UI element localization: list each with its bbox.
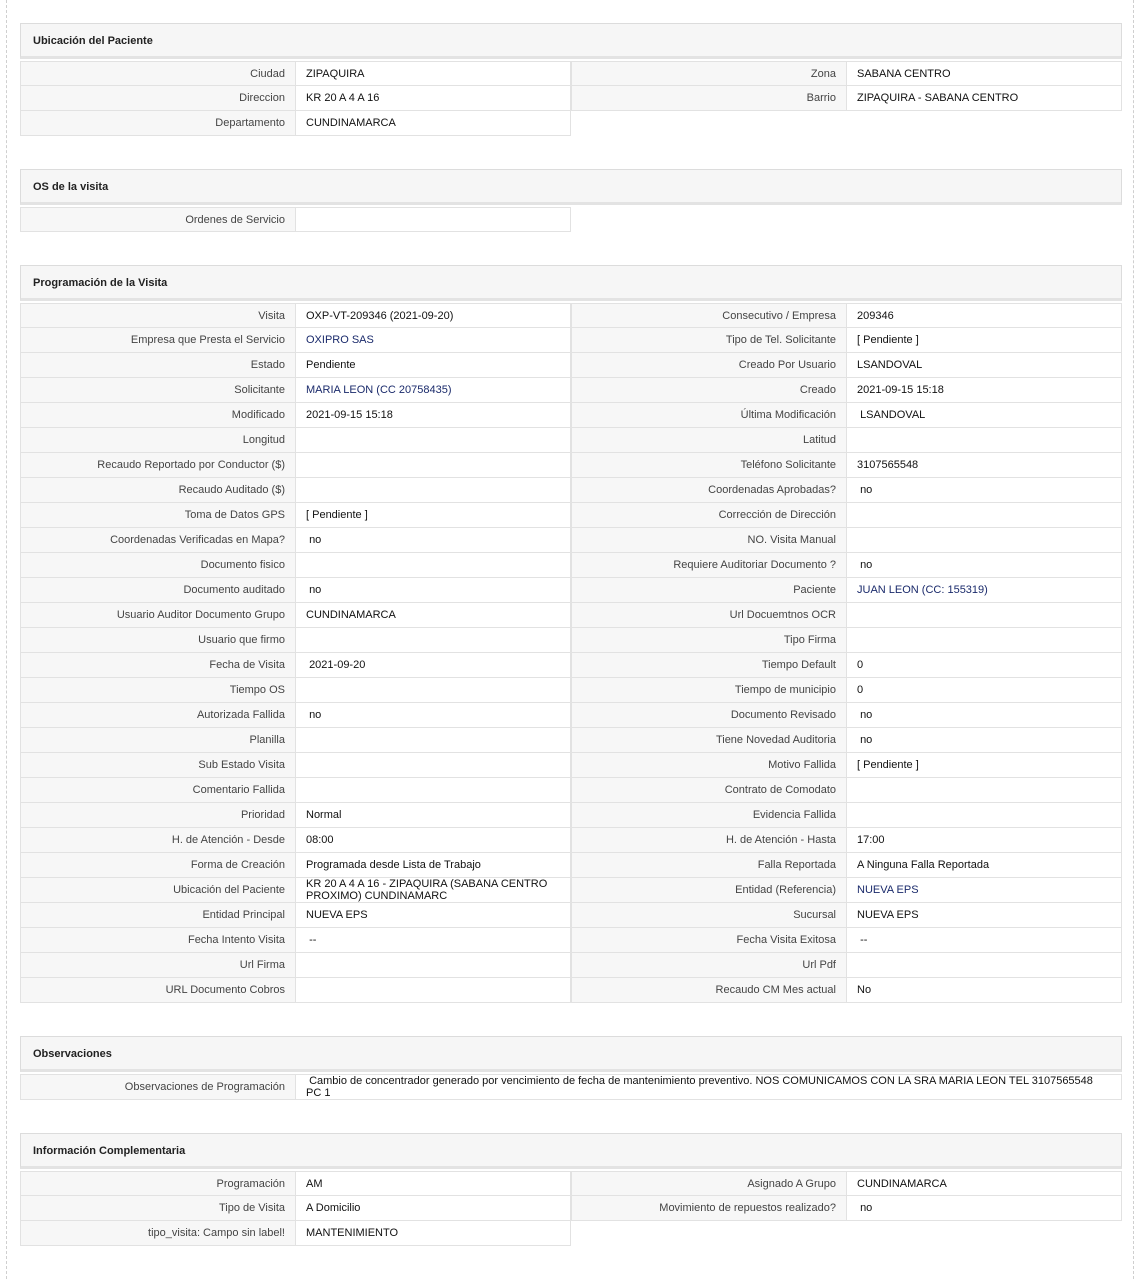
field-label: Falla Reportada	[571, 853, 846, 878]
field-label: Corrección de Dirección	[571, 503, 846, 528]
field-value: 2021-09-15 15:18	[295, 403, 571, 428]
field-label: Latitud	[571, 428, 846, 453]
field-value: 209346	[846, 303, 1122, 328]
field-value: 2021-09-20	[295, 653, 571, 678]
field-value	[295, 753, 571, 778]
field-row-ultima-modificacion	[571, 403, 1122, 428]
field-row-asignado-a-grupo	[571, 1171, 1122, 1196]
field-row-programacion	[20, 1171, 571, 1196]
field-value	[295, 978, 571, 1003]
field-label: Departamento	[20, 111, 295, 136]
field-value	[295, 953, 571, 978]
field-row-entidad-principal	[20, 903, 571, 928]
field-label: Tipo Firma	[571, 628, 846, 653]
field-row-correccion-de-direccion	[571, 503, 1122, 528]
field-label: Teléfono Solicitante	[571, 453, 846, 478]
field-row-tipo-de-tel-solicitante	[571, 328, 1122, 353]
field-value: OXP-VT-209346 (2021-09-20)	[295, 303, 571, 328]
field-row-estado	[20, 353, 571, 378]
field-value	[846, 603, 1122, 628]
field-label: Url Firma	[20, 953, 295, 978]
field-row-toma-de-datos-gps	[20, 503, 571, 528]
field-value: no	[295, 578, 571, 603]
field-label: Requiere Auditoriar Documento ?	[571, 553, 846, 578]
field-grid	[20, 61, 1122, 136]
field-label: Estado	[20, 353, 295, 378]
field-value-link[interactable]: NUEVA EPS	[846, 878, 1122, 903]
field-value: no	[846, 478, 1122, 503]
field-label: Planilla	[20, 728, 295, 753]
section-observaciones	[20, 1036, 1122, 1100]
field-row-latitud	[571, 428, 1122, 453]
section-informacion-complementaria	[20, 1133, 1122, 1246]
field-row-modificado	[20, 403, 571, 428]
field-row-tiempo-os	[20, 678, 571, 703]
field-row-ordenes-de-servicio	[20, 207, 571, 232]
field-value: no	[846, 728, 1122, 753]
field-row-departamento	[20, 111, 571, 136]
field-row-documento-revisado	[571, 703, 1122, 728]
right-dashed-border	[1133, 0, 1134, 1279]
field-row-tipo-visita-campo-sin-label	[20, 1221, 571, 1246]
field-value: no	[846, 703, 1122, 728]
field-row-fecha-intento-visita	[20, 928, 571, 953]
field-row-usuario-que-firmo	[20, 628, 571, 653]
section-programacion-de-la-visita	[20, 265, 1122, 1003]
field-label: Tiempo Default	[571, 653, 846, 678]
field-label: Paciente	[571, 578, 846, 603]
field-value: MANTENIMIENTO	[295, 1221, 571, 1246]
field-label: Visita	[20, 303, 295, 328]
field-label: Usuario que firmo	[20, 628, 295, 653]
field-row-comentario-fallida	[20, 778, 571, 803]
field-row-consecutivo-empresa	[571, 303, 1122, 328]
field-value: KR 20 A 4 A 16	[295, 86, 571, 111]
field-label: Entidad Principal	[20, 903, 295, 928]
section-ubicacion-del-paciente	[20, 23, 1122, 136]
field-label: Solicitante	[20, 378, 295, 403]
field-value: 17:00	[846, 828, 1122, 853]
field-value: LSANDOVAL	[846, 353, 1122, 378]
field-row-movimiento-de-repuestos-realizado	[571, 1196, 1122, 1221]
field-value: no	[295, 703, 571, 728]
field-value	[295, 628, 571, 653]
field-label: Toma de Datos GPS	[20, 503, 295, 528]
field-label: Asignado A Grupo	[571, 1171, 846, 1196]
field-row-prioridad	[20, 803, 571, 828]
field-row-sucursal	[571, 903, 1122, 928]
field-value: A Domicilio	[295, 1196, 571, 1221]
field-label: Longitud	[20, 428, 295, 453]
field-value	[846, 803, 1122, 828]
field-label: Motivo Fallida	[571, 753, 846, 778]
field-label: Tipo de Visita	[20, 1196, 295, 1221]
field-label: H. de Atención - Desde	[20, 828, 295, 853]
field-label: Fecha Visita Exitosa	[571, 928, 846, 953]
field-label: Sub Estado Visita	[20, 753, 295, 778]
field-value	[295, 478, 571, 503]
field-row-url-pdf	[571, 953, 1122, 978]
field-row-falla-reportada	[571, 853, 1122, 878]
field-label: Evidencia Fallida	[571, 803, 846, 828]
field-row-coordenadas-verificadas-en-mapa	[20, 528, 571, 553]
field-value: [ Pendiente ]	[846, 753, 1122, 778]
field-value	[295, 778, 571, 803]
field-label: Recaudo Reportado por Conductor ($)	[20, 453, 295, 478]
field-row-tiempo-de-municipio	[571, 678, 1122, 703]
field-value: Cambio de concentrador generado por vencimiento de fecha de mantenimiento preventivo. NOS COMUNICAMOS CON LA SRA MARIA LEON TEL 3107565548 PC 1	[295, 1074, 1122, 1100]
field-value: 2021-09-15 15:18	[846, 378, 1122, 403]
field-label: Creado Por Usuario	[571, 353, 846, 378]
field-value: CUNDINAMARCA	[846, 1171, 1122, 1196]
field-row-planilla	[20, 728, 571, 753]
visit-detail-panel	[20, 23, 1122, 1279]
field-value: NUEVA EPS	[295, 903, 571, 928]
field-row-tiene-novedad-auditoria	[571, 728, 1122, 753]
field-label: Tiene Novedad Auditoria	[571, 728, 846, 753]
field-label: Recaudo Auditado ($)	[20, 478, 295, 503]
section-title: OS de la visita	[20, 169, 1122, 205]
field-label: Forma de Creación	[20, 853, 295, 878]
field-row-url-firma	[20, 953, 571, 978]
field-label: Sucursal	[571, 903, 846, 928]
field-row-documento-fisico	[20, 553, 571, 578]
field-row-recaudo-auditado	[20, 478, 571, 503]
field-value: Normal	[295, 803, 571, 828]
field-value: no	[295, 528, 571, 553]
field-label: Tiempo OS	[20, 678, 295, 703]
field-row-solicitante	[20, 378, 571, 403]
section-title: Información Complementaria	[20, 1133, 1122, 1169]
field-row-fecha-visita-exitosa	[571, 928, 1122, 953]
field-value-link[interactable]: JUAN LEON (CC: 155319)	[846, 578, 1122, 603]
field-value: --	[846, 928, 1122, 953]
field-label: Prioridad	[20, 803, 295, 828]
field-row-longitud	[20, 428, 571, 453]
field-row-autorizada-fallida	[20, 703, 571, 728]
field-value: KR 20 A 4 A 16 - ZIPAQUIRA (SABANA CENTRO PROXIMO) CUNDINAMARC	[295, 878, 571, 903]
field-grid	[20, 1074, 1122, 1100]
field-label: Comentario Fallida	[20, 778, 295, 803]
field-value	[846, 528, 1122, 553]
field-label: NO. Visita Manual	[571, 528, 846, 553]
field-label: Última Modificación	[571, 403, 846, 428]
field-value: [ Pendiente ]	[295, 503, 571, 528]
left-dashed-border	[6, 0, 7, 1279]
field-value	[846, 628, 1122, 653]
field-row-requiere-auditoriar-documento	[571, 553, 1122, 578]
field-row-zona	[571, 61, 1122, 86]
section-title: Ubicación del Paciente	[20, 23, 1122, 59]
field-row-tipo-de-visita	[20, 1196, 571, 1221]
field-label: Observaciones de Programación	[20, 1074, 295, 1100]
field-value	[846, 778, 1122, 803]
field-row-creado-por-usuario	[571, 353, 1122, 378]
field-row-url-docuemtnos-ocr	[571, 603, 1122, 628]
field-value	[295, 207, 571, 232]
field-label: Fecha de Visita	[20, 653, 295, 678]
field-value	[295, 728, 571, 753]
field-label: Barrio	[571, 86, 846, 111]
field-row-no-visita-manual	[571, 528, 1122, 553]
field-label: Documento fisico	[20, 553, 295, 578]
field-row-telefono-solicitante	[571, 453, 1122, 478]
field-label: Url Pdf	[571, 953, 846, 978]
field-row-recaudo-reportado-por-conductor	[20, 453, 571, 478]
field-label: Ubicación del Paciente	[20, 878, 295, 903]
field-row-observaciones-de-programacion	[20, 1074, 1122, 1100]
field-label: Consecutivo / Empresa	[571, 303, 846, 328]
field-label: Fecha Intento Visita	[20, 928, 295, 953]
field-row-url-documento-cobros	[20, 978, 571, 1003]
field-row-empresa-que-presta-el-servicio	[20, 328, 571, 353]
section-title: Observaciones	[20, 1036, 1122, 1072]
field-row-ubicacion-del-paciente	[20, 878, 571, 903]
field-value	[295, 453, 571, 478]
field-label: H. de Atención - Hasta	[571, 828, 846, 853]
field-value: LSANDOVAL	[846, 403, 1122, 428]
field-label: Tipo de Tel. Solicitante	[571, 328, 846, 353]
field-value: no	[846, 1196, 1122, 1221]
field-row-evidencia-fallida	[571, 803, 1122, 828]
field-value: Pendiente	[295, 353, 571, 378]
field-label: tipo_visita: Campo sin label!	[20, 1221, 295, 1246]
field-label: Coordenadas Verificadas en Mapa?	[20, 528, 295, 553]
section-title: Programación de la Visita	[20, 265, 1122, 301]
field-label: Movimiento de repuestos realizado?	[571, 1196, 846, 1221]
field-row-coordenadas-aprobadas	[571, 478, 1122, 503]
field-label: URL Documento Cobros	[20, 978, 295, 1003]
field-value	[846, 953, 1122, 978]
field-label: Url Docuemtnos OCR	[571, 603, 846, 628]
field-label: Autorizada Fallida	[20, 703, 295, 728]
field-row-h-de-atencion-desde	[20, 828, 571, 853]
field-value-link[interactable]: OXIPRO SAS	[295, 328, 571, 353]
field-label: Modificado	[20, 403, 295, 428]
field-value: AM	[295, 1171, 571, 1196]
field-label: Ordenes de Servicio	[20, 207, 295, 232]
field-label: Zona	[571, 61, 846, 86]
field-value: 3107565548	[846, 453, 1122, 478]
field-row-motivo-fallida	[571, 753, 1122, 778]
field-value: Programada desde Lista de Trabajo	[295, 853, 571, 878]
field-value: NUEVA EPS	[846, 903, 1122, 928]
field-value: CUNDINAMARCA	[295, 111, 571, 136]
field-row-creado	[571, 378, 1122, 403]
field-label: Documento Revisado	[571, 703, 846, 728]
field-value: CUNDINAMARCA	[295, 603, 571, 628]
field-value	[295, 553, 571, 578]
field-row-h-de-atencion-hasta	[571, 828, 1122, 853]
field-value: 0	[846, 678, 1122, 703]
field-row-usuario-auditor-documento-grupo	[20, 603, 571, 628]
field-label: Empresa que Presta el Servicio	[20, 328, 295, 353]
field-label: Recaudo CM Mes actual	[571, 978, 846, 1003]
field-value: --	[295, 928, 571, 953]
field-value: No	[846, 978, 1122, 1003]
field-value: ZIPAQUIRA - SABANA CENTRO	[846, 86, 1122, 111]
field-row-documento-auditado	[20, 578, 571, 603]
field-value	[846, 503, 1122, 528]
field-row-entidad-referencia	[571, 878, 1122, 903]
field-row-tiempo-default	[571, 653, 1122, 678]
field-value: 0	[846, 653, 1122, 678]
field-grid	[20, 207, 1122, 232]
field-label: Tiempo de municipio	[571, 678, 846, 703]
field-label: Coordenadas Aprobadas?	[571, 478, 846, 503]
field-row-recaudo-cm-mes-actual	[571, 978, 1122, 1003]
field-value-link[interactable]: MARIA LEON (CC 20758435)	[295, 378, 571, 403]
field-value: 08:00	[295, 828, 571, 853]
field-value: A Ninguna Falla Reportada	[846, 853, 1122, 878]
field-label: Contrato de Comodato	[571, 778, 846, 803]
field-row-tipo-firma	[571, 628, 1122, 653]
field-row-contrato-de-comodato	[571, 778, 1122, 803]
field-row-paciente	[571, 578, 1122, 603]
field-value: SABANA CENTRO	[846, 61, 1122, 86]
field-label: Direccion	[20, 86, 295, 111]
field-value: ZIPAQUIRA	[295, 61, 571, 86]
field-value	[295, 428, 571, 453]
field-row-sub-estado-visita	[20, 753, 571, 778]
field-grid	[20, 303, 1122, 1003]
field-value	[295, 678, 571, 703]
field-row-forma-de-creacion	[20, 853, 571, 878]
field-row-fecha-de-visita	[20, 653, 571, 678]
field-row-direccion	[20, 86, 571, 111]
field-row-barrio	[571, 86, 1122, 111]
field-value	[846, 428, 1122, 453]
field-label: Programación	[20, 1171, 295, 1196]
field-label: Usuario Auditor Documento Grupo	[20, 603, 295, 628]
field-row-ciudad	[20, 61, 571, 86]
field-value: [ Pendiente ]	[846, 328, 1122, 353]
field-value: no	[846, 553, 1122, 578]
field-label: Entidad (Referencia)	[571, 878, 846, 903]
field-label: Ciudad	[20, 61, 295, 86]
field-row-visita	[20, 303, 571, 328]
field-label: Creado	[571, 378, 846, 403]
field-label: Documento auditado	[20, 578, 295, 603]
field-grid	[20, 1171, 1122, 1246]
section-os-de-la-visita	[20, 169, 1122, 232]
